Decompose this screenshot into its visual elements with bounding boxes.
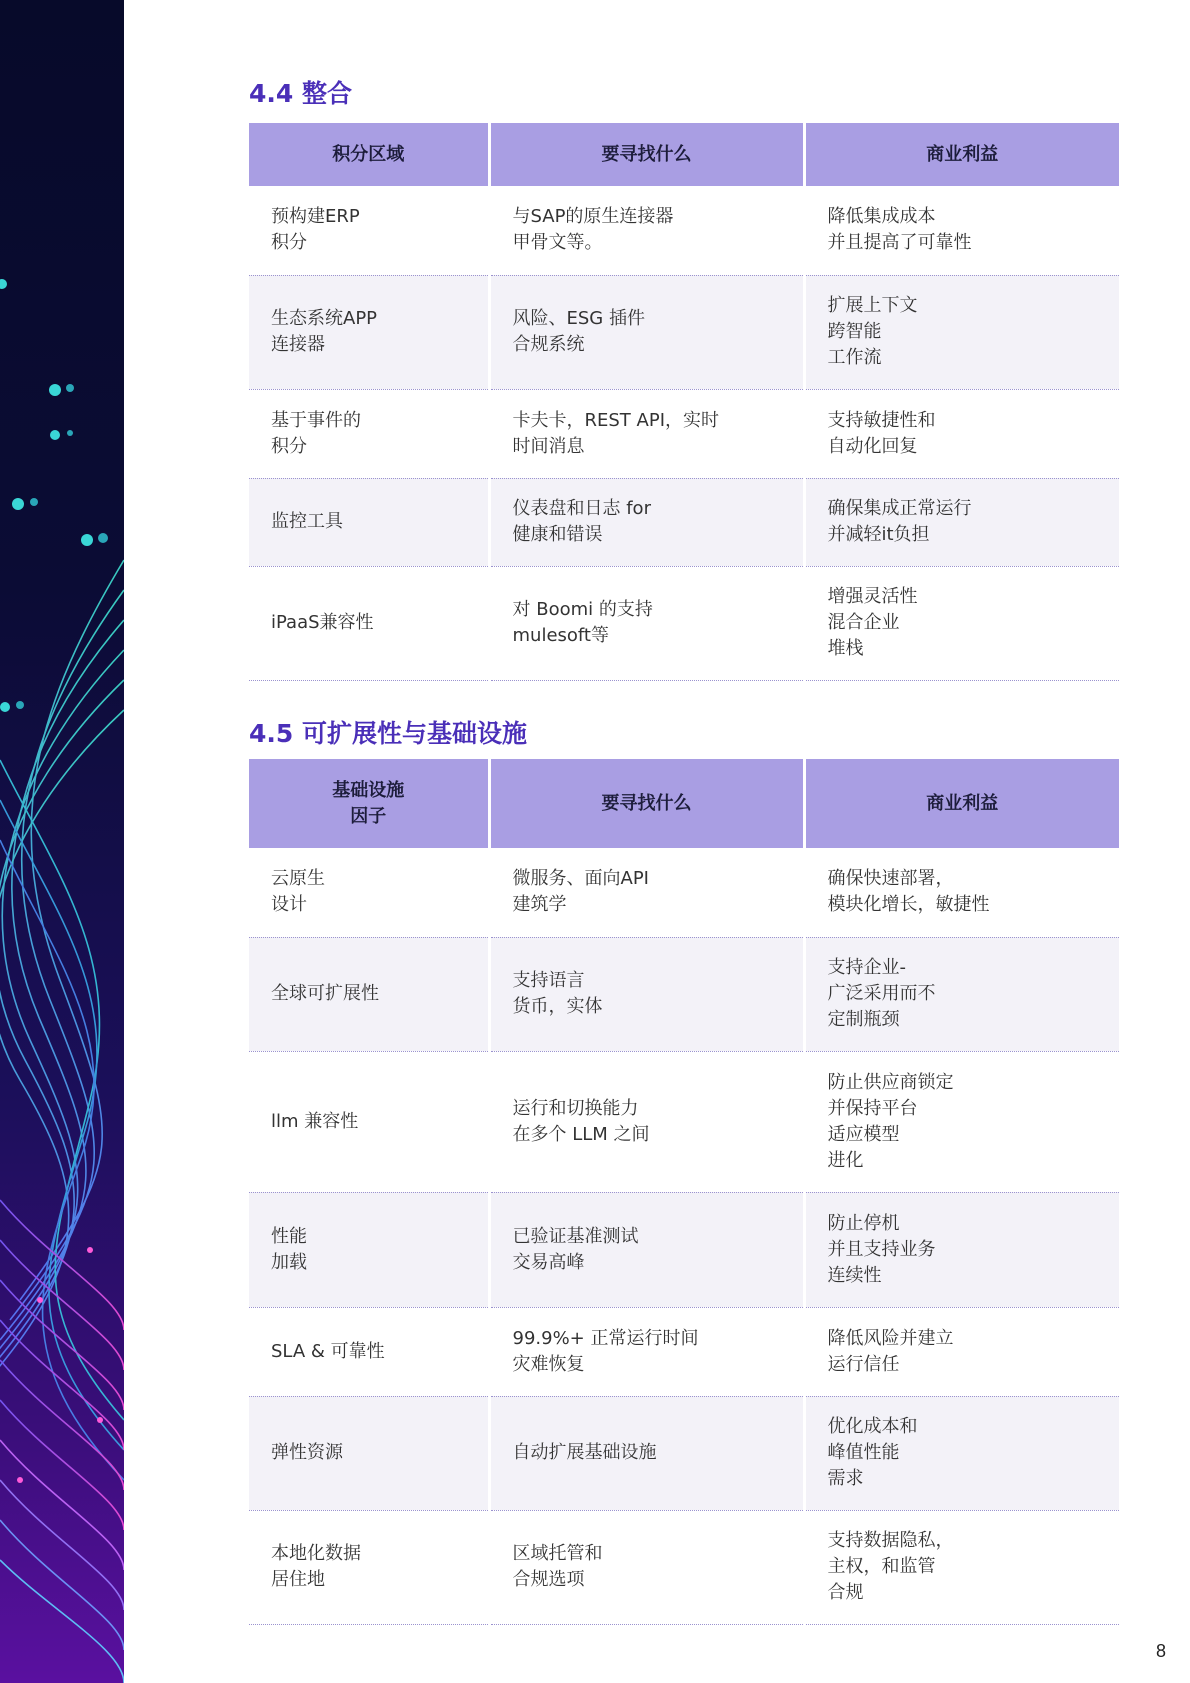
table-cell: 性能 加载 <box>249 1192 489 1307</box>
table-row <box>249 937 1119 1051</box>
table-cell: 防止供应商锁定 并保持平台 适应模型 进化 <box>804 1051 1119 1192</box>
table-row <box>249 1192 1119 1307</box>
table-cell: 支持语言 货币，实体 <box>489 937 804 1051</box>
table-cell: 增强灵活性 混合企业 堆栈 <box>804 566 1119 680</box>
table-cell: 运行和切换能力 在多个 LLM 之间 <box>489 1051 804 1192</box>
section-title-scalability: 4.5 可扩展性与基础设施 <box>249 719 527 748</box>
table-cell: 确保快速部署， 模块化增长，敏捷性 <box>804 848 1119 937</box>
table-cell: 对 Boomi 的支持 mulesoft等 <box>489 566 804 680</box>
table-row <box>249 1510 1119 1624</box>
column-header: 积分区域 <box>249 123 489 186</box>
table-cell: 99.9%+ 正常运行时间 灾难恢复 <box>489 1307 804 1396</box>
table-header-row <box>249 123 1119 186</box>
table-cell: 仪表盘和日志 for 健康和错误 <box>489 478 804 566</box>
table-row <box>249 186 1119 275</box>
integration-table <box>249 123 1119 681</box>
table-row <box>249 389 1119 478</box>
table-cell: 基于事件的 积分 <box>249 389 489 478</box>
table-cell: SLA & 可靠性 <box>249 1307 489 1396</box>
table-cell: 全球可扩展性 <box>249 937 489 1051</box>
table-cell: 卡夫卡，REST API，实时 时间消息 <box>489 389 804 478</box>
table-cell: 风险、ESG 插件 合规系统 <box>489 275 804 389</box>
table-cell: 扩展上下文 跨智能 工作流 <box>804 275 1119 389</box>
column-header: 商业利益 <box>804 759 1119 848</box>
scalability-table <box>249 759 1119 1625</box>
table-cell: 自动扩展基础设施 <box>489 1396 804 1510</box>
table-cell: 降低风险并建立 运行信任 <box>804 1307 1119 1396</box>
table-cell: 优化成本和 峰值性能 需求 <box>804 1396 1119 1510</box>
table-cell: iPaaS兼容性 <box>249 566 489 680</box>
table-cell: 确保集成正常运行 并减轻it负担 <box>804 478 1119 566</box>
table-row <box>249 1396 1119 1510</box>
table-cell: 与SAP的原生连接器 甲骨文等。 <box>489 186 804 275</box>
table-cell: 支持企业- 广泛采用而不 定制瓶颈 <box>804 937 1119 1051</box>
table-cell: 支持数据隐私， 主权，和监管 合规 <box>804 1510 1119 1624</box>
column-header: 商业利益 <box>804 123 1119 186</box>
table-cell: 区域托管和 合规选项 <box>489 1510 804 1624</box>
table-cell: 监控工具 <box>249 478 489 566</box>
table-cell: 本地化数据 居住地 <box>249 1510 489 1624</box>
table-header-row <box>249 759 1119 848</box>
table-row <box>249 478 1119 566</box>
table-cell: 支持敏捷性和 自动化回复 <box>804 389 1119 478</box>
table-cell: 降低集成成本 并且提高了可靠性 <box>804 186 1119 275</box>
table-row <box>249 848 1119 937</box>
table-cell: 云原生 设计 <box>249 848 489 937</box>
table-row <box>249 275 1119 389</box>
table-row <box>249 566 1119 680</box>
table-cell: 生态系统APP 连接器 <box>249 275 489 389</box>
table-cell: 已验证基准测试 交易高峰 <box>489 1192 804 1307</box>
flowing-lines-graphic <box>0 0 124 1683</box>
table-cell: 弹性资源 <box>249 1396 489 1510</box>
column-header: 基础设施 因子 <box>249 759 489 848</box>
table-cell: 防止停机 并且支持业务 连续性 <box>804 1192 1119 1307</box>
table-row <box>249 1307 1119 1396</box>
column-header: 要寻找什么 <box>489 123 804 186</box>
page-number: 8 <box>1156 1641 1167 1661</box>
table-cell: llm 兼容性 <box>249 1051 489 1192</box>
decorative-sidebar <box>0 0 124 1683</box>
table-row <box>249 1051 1119 1192</box>
column-header: 要寻找什么 <box>489 759 804 848</box>
section-title-integration: 4.4 整合 <box>249 79 352 108</box>
table-cell: 微服务、面向API 建筑学 <box>489 848 804 937</box>
table-cell: 预构建ERP 积分 <box>249 186 489 275</box>
